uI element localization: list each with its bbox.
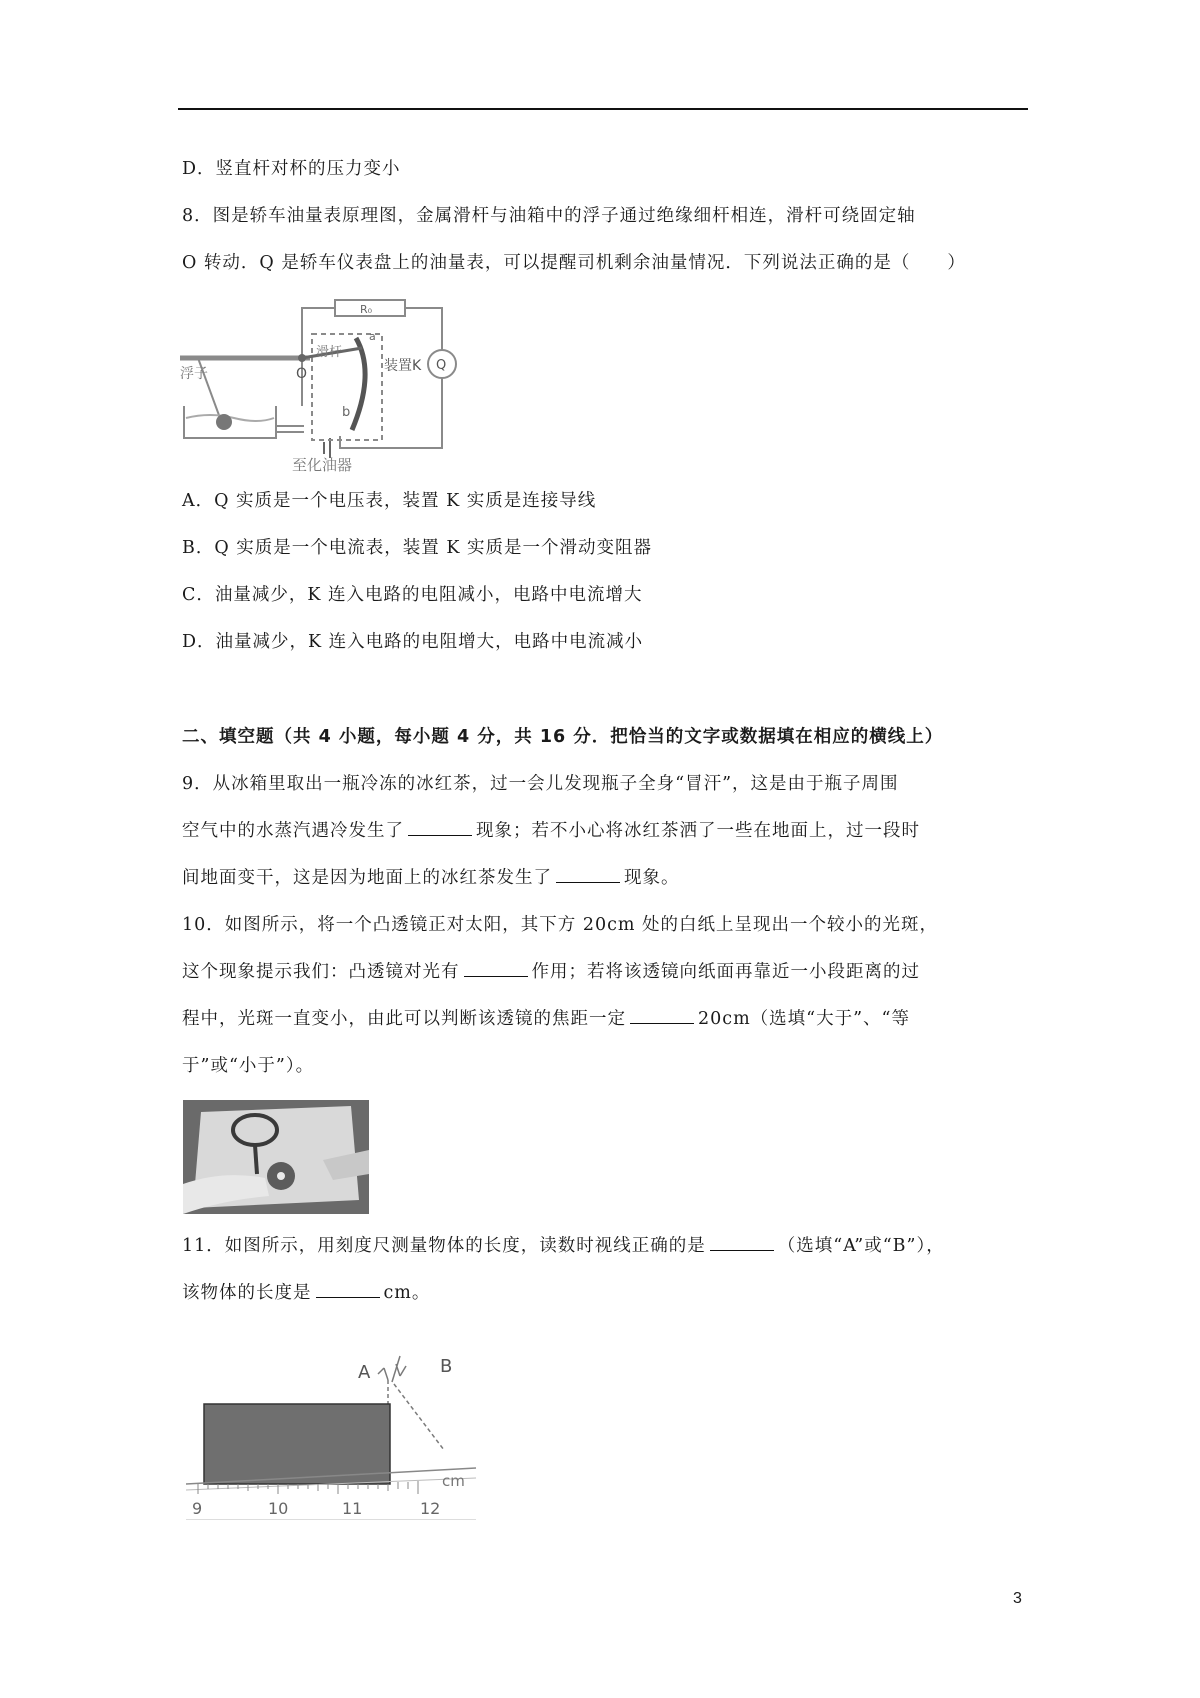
- page-number: 3: [1013, 1590, 1022, 1607]
- section2-heading: 二、填空题（共 4 小题，每小题 4 分，共 16 分．把恰当的文字或数据填在相应的横线上）: [182, 727, 944, 747]
- q8-stem-line1: 8．图是轿车油量表原理图，金属滑杆与油箱中的浮子通过绝缘细杆相连，滑杆可绕固定轴: [182, 206, 916, 226]
- ruler-unit: cm: [442, 1472, 465, 1490]
- q8-option-a: A．Q 实质是一个电压表，装置 K 实质是连接导线: [182, 491, 597, 511]
- fig-label-o: O: [296, 366, 308, 382]
- fig-label-q: Q: [436, 358, 447, 373]
- q10-line4: 于”或“小于”）。: [182, 1056, 315, 1076]
- fig-label-a: a: [369, 330, 376, 343]
- fig-label-r0: R₀: [360, 303, 373, 316]
- q9-blank-1[interactable]: [408, 817, 472, 836]
- q9-line2: 空气中的水蒸汽遇冷发生了 现象；若不小心将冰红茶洒了一些在地面上，过一段时: [182, 808, 1028, 855]
- q10-blank-1[interactable]: [464, 958, 528, 977]
- q8-stem-line2: O 转动．Q 是轿车仪表盘上的油量表，可以提醒司机剩余油量情况．下列说法正确的是（ ）: [182, 253, 966, 273]
- fig-label-slider: 滑杆: [316, 345, 343, 360]
- fig-label-float: 浮子: [180, 366, 208, 382]
- q8-option-d: D．油量减少，K 连入电路的电阻增大，电路中电流减小: [182, 632, 644, 652]
- ruler-tick-11: 11: [342, 1499, 363, 1518]
- q11-blank-2[interactable]: [316, 1279, 380, 1298]
- ruler-tick-10: 10: [268, 1499, 289, 1518]
- fuel-gauge-figure: [180, 298, 470, 478]
- q11-line2: 该物体的长度是 cm。: [182, 1270, 1028, 1317]
- q9-line1: 9．从冰箱里取出一瓶冷冻的冰红茶，过一会儿发现瓶子全身“冒汗”，这是由于瓶子周围: [182, 774, 899, 794]
- header-rule: [178, 108, 1028, 110]
- ruler-figure: [186, 1328, 492, 1520]
- q7-option-d: D．竖直杆对杯的压力变小: [182, 159, 401, 179]
- q8-option-b: B．Q 实质是一个电流表，装置 K 实质是一个滑动变阻器: [182, 538, 652, 558]
- q10-line1: 10．如图所示，将一个凸透镜正对太阳，其下方 20cm 处的白纸上呈现出一个较小的光斑，: [182, 915, 939, 935]
- fig-label-carb: 至化油器: [292, 456, 353, 474]
- ruler-tick-12: 12: [420, 1499, 441, 1518]
- q11-blank-1[interactable]: [710, 1232, 774, 1251]
- q8-option-c: C．油量减少，K 连入电路的电阻减小，电路中电流增大: [182, 585, 643, 605]
- q10-blank-2[interactable]: [630, 1005, 694, 1024]
- q9-blank-2[interactable]: [556, 864, 620, 883]
- fig-label-device: 装置K: [384, 358, 422, 374]
- q9-line3: 间地面变干，这是因为地面上的冰红茶发生了 现象。: [182, 855, 1028, 902]
- q10-line3: 程中，光斑一直变小，由此可以判断该透镜的焦距一定 20cm（选填“大于”、“等: [182, 996, 1028, 1043]
- q11-line1: 11．如图所示，用刻度尺测量物体的长度，读数时视线正确的是 （选填“A”或“B”），: [182, 1223, 1028, 1270]
- lens-photo-figure: [183, 1100, 369, 1214]
- ruler-label-a: A: [358, 1362, 371, 1383]
- q10-line2: 这个现象提示我们：凸透镜对光有 作用；若将该透镜向纸面再靠近一小段距离的过: [182, 949, 1028, 996]
- ruler-label-b: B: [440, 1356, 453, 1377]
- ruler-tick-9: 9: [192, 1499, 203, 1518]
- fig-label-b: b: [342, 405, 351, 420]
